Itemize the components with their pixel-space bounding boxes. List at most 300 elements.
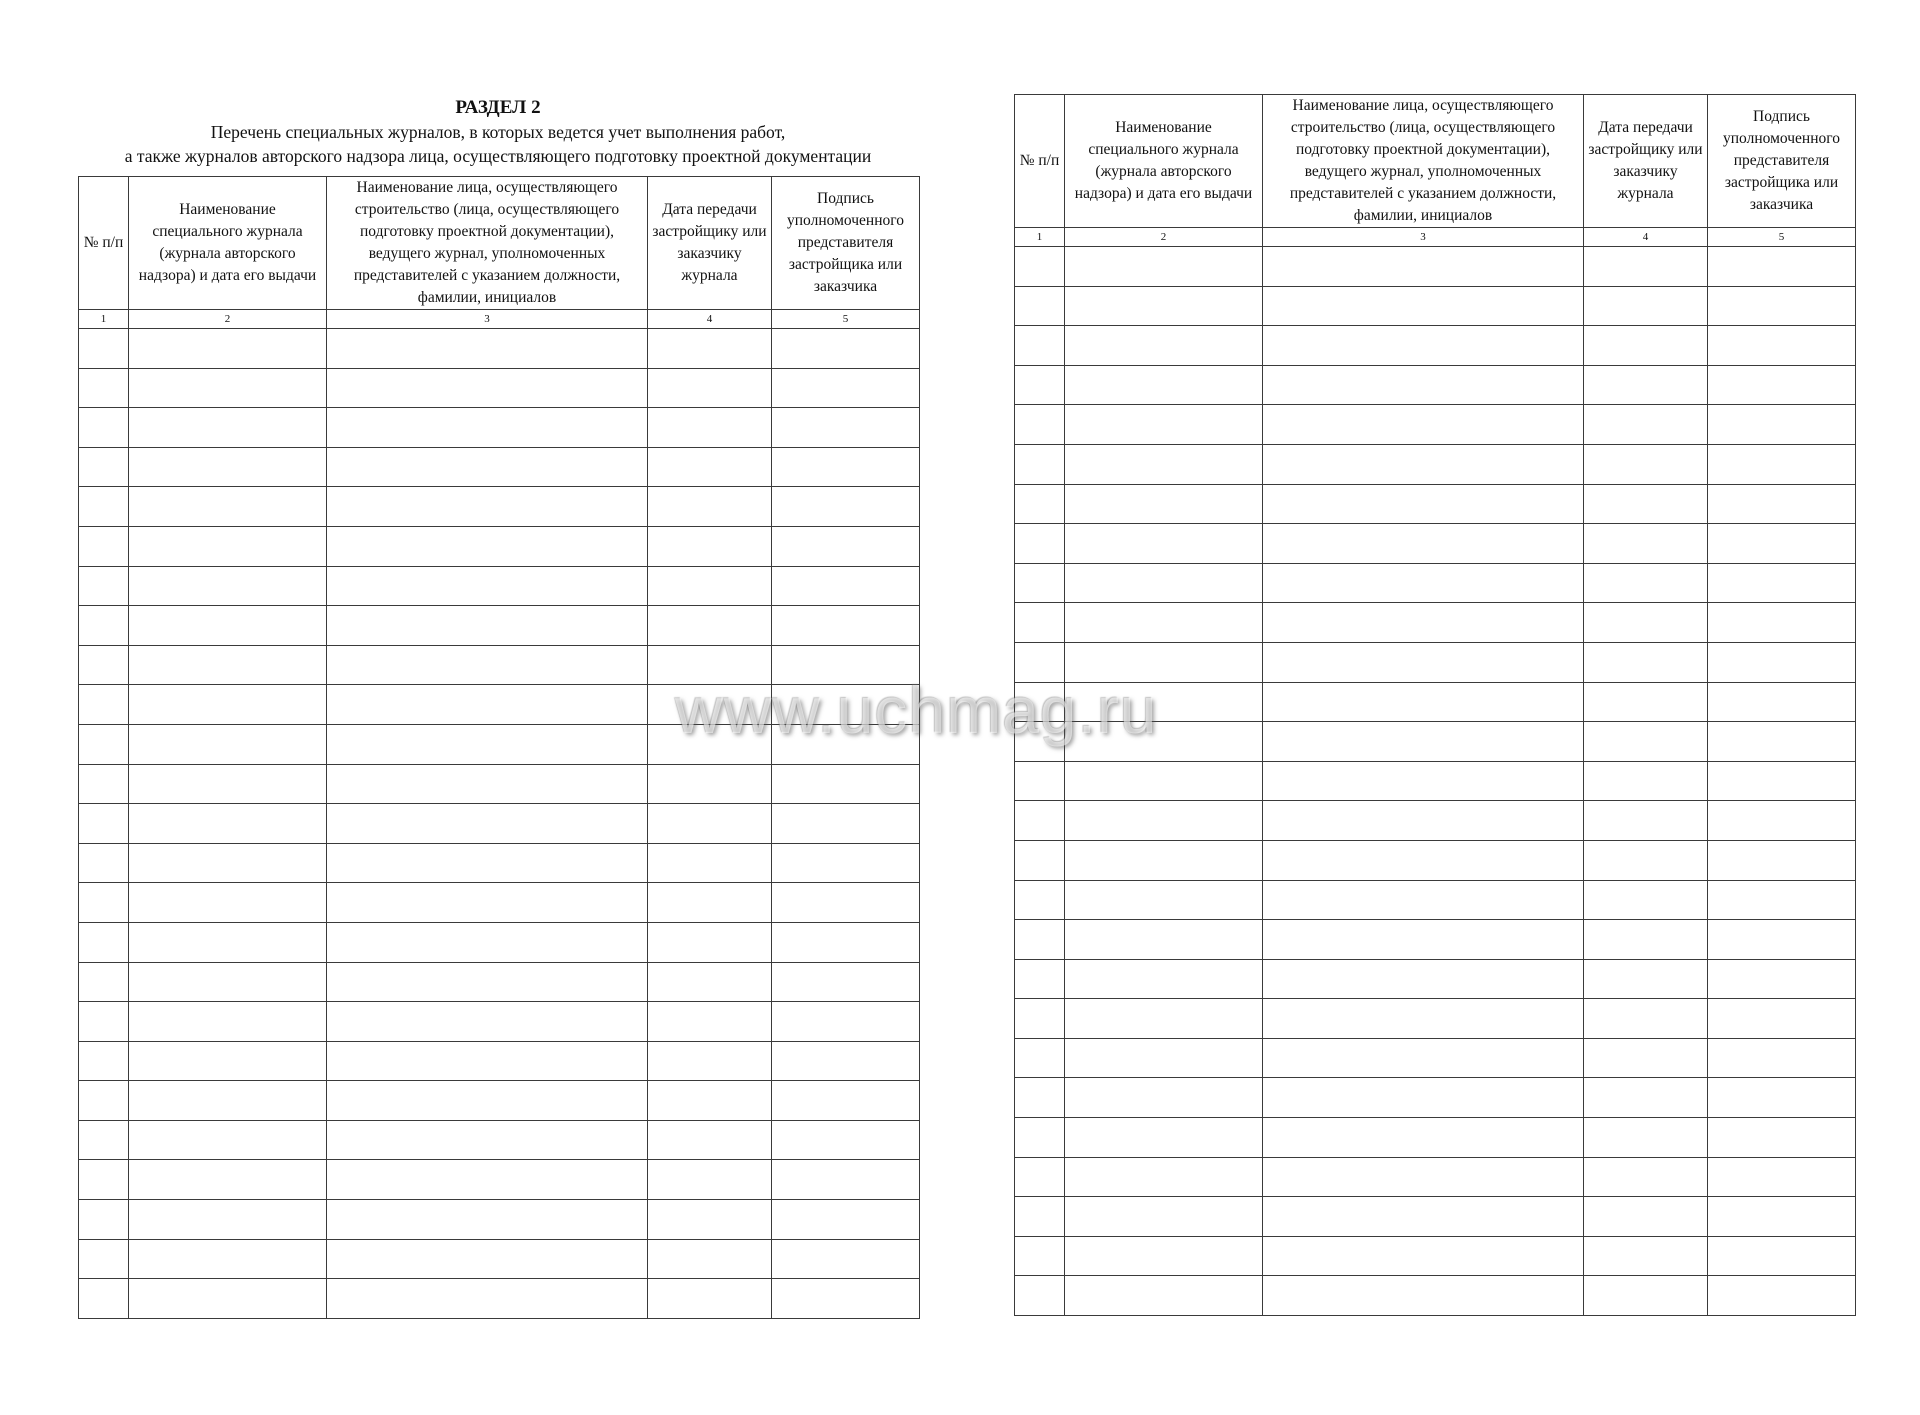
table-cell[interactable] (129, 922, 327, 962)
table-cell[interactable] (1584, 1276, 1708, 1316)
table-cell[interactable] (1708, 247, 1856, 287)
table-cell[interactable] (129, 764, 327, 804)
table-cell[interactable] (327, 368, 648, 408)
table-cell[interactable] (1708, 1078, 1856, 1118)
table-cell[interactable] (79, 1041, 129, 1081)
table-row (79, 883, 920, 923)
table-cell[interactable] (1015, 365, 1065, 405)
table-cell[interactable] (129, 408, 327, 448)
table-cell[interactable] (1584, 999, 1708, 1039)
table-cell[interactable] (79, 1002, 129, 1042)
table-cell[interactable] (79, 408, 129, 448)
table-cell[interactable] (79, 1120, 129, 1160)
table-row (79, 408, 920, 448)
table-cell[interactable] (772, 606, 920, 646)
table-cell[interactable] (1263, 563, 1584, 603)
table-row (1015, 801, 1856, 841)
table-cell[interactable] (129, 1120, 327, 1160)
table-cell[interactable] (1263, 326, 1584, 366)
table-cell[interactable] (1263, 840, 1584, 880)
table-cell[interactable] (1584, 286, 1708, 326)
table-cell[interactable] (1584, 326, 1708, 366)
table-row (79, 447, 920, 487)
table-row (1015, 1236, 1856, 1276)
table-cell[interactable] (79, 685, 129, 725)
table-cell[interactable] (772, 1120, 920, 1160)
table-cell[interactable] (1015, 1157, 1065, 1197)
table-cell[interactable] (327, 606, 648, 646)
table-cell[interactable] (772, 1002, 920, 1042)
table-cell[interactable] (648, 962, 772, 1002)
table-cell[interactable] (1263, 1276, 1584, 1316)
table-cell[interactable] (79, 606, 129, 646)
table-cell[interactable] (79, 962, 129, 1002)
table-cell[interactable] (79, 1200, 129, 1240)
table-cell[interactable] (129, 1081, 327, 1121)
table-cell[interactable] (327, 1200, 648, 1240)
table-cell[interactable] (1065, 524, 1263, 564)
table-cell[interactable] (772, 962, 920, 1002)
table-cell[interactable] (327, 1239, 648, 1279)
column-number-row (79, 310, 920, 329)
table-cell[interactable] (1263, 959, 1584, 999)
header-number: № п/п (79, 177, 129, 310)
table-cell[interactable] (1263, 1157, 1584, 1197)
table-cell[interactable] (129, 487, 327, 527)
table-row (79, 1200, 920, 1240)
table-cell[interactable] (772, 922, 920, 962)
table-cell[interactable] (1065, 840, 1263, 880)
table-cell[interactable] (1584, 682, 1708, 722)
table-cell[interactable] (79, 1160, 129, 1200)
table-row (79, 1120, 920, 1160)
table-cell[interactable] (1065, 959, 1263, 999)
table-cell[interactable] (772, 843, 920, 883)
table-cell[interactable] (129, 1200, 327, 1240)
table-cell[interactable] (1584, 405, 1708, 445)
table-cell[interactable] (648, 1120, 772, 1160)
table-cell[interactable] (1065, 1118, 1263, 1158)
header-transfer-date: Дата передачи застройщику или заказчику журнала (648, 177, 772, 310)
table-cell[interactable] (1015, 761, 1065, 801)
table-cell[interactable] (648, 1041, 772, 1081)
table-row (79, 922, 920, 962)
table-cell[interactable] (648, 1239, 772, 1279)
table-cell[interactable] (648, 922, 772, 962)
table-cell[interactable] (1708, 524, 1856, 564)
table-cell[interactable] (79, 526, 129, 566)
table-cell[interactable] (772, 1160, 920, 1200)
table-cell[interactable] (327, 447, 648, 487)
table-cell[interactable] (1584, 840, 1708, 880)
table-cell[interactable] (1065, 1197, 1263, 1237)
table-cell[interactable] (1584, 444, 1708, 484)
table-cell[interactable] (1263, 603, 1584, 643)
table-cell[interactable] (648, 1200, 772, 1240)
table-cell[interactable] (129, 804, 327, 844)
table-cell[interactable] (327, 1120, 648, 1160)
table-cell[interactable] (1584, 1118, 1708, 1158)
table-cell[interactable] (648, 329, 772, 369)
table-row (1015, 444, 1856, 484)
table-cell[interactable] (1584, 1078, 1708, 1118)
table-row (1015, 563, 1856, 603)
table-cell[interactable] (1263, 1197, 1584, 1237)
table-cell[interactable] (1263, 801, 1584, 841)
header-signature: Подпись уполномоченного представителя застройщика или заказчика (1708, 95, 1856, 228)
table-cell[interactable] (1015, 840, 1065, 880)
table-header-row (1015, 95, 1856, 228)
table-cell[interactable] (129, 1002, 327, 1042)
table-cell[interactable] (79, 368, 129, 408)
table-row (1015, 1157, 1856, 1197)
table-cell[interactable] (129, 1239, 327, 1279)
section-title: РАЗДЕЛ 2 (455, 97, 541, 118)
table-cell[interactable] (1708, 1157, 1856, 1197)
table-cell[interactable] (648, 804, 772, 844)
table-cell[interactable] (1263, 722, 1584, 762)
column-number: 1 (79, 310, 129, 329)
table-cell[interactable] (1065, 920, 1263, 960)
table-cell[interactable] (1584, 801, 1708, 841)
table-cell[interactable] (772, 1081, 920, 1121)
table-cell[interactable] (648, 1160, 772, 1200)
table-cell[interactable] (648, 408, 772, 448)
table-cell[interactable] (1584, 484, 1708, 524)
table-cell[interactable] (327, 685, 648, 725)
table-row (1015, 326, 1856, 366)
table-cell[interactable] (1263, 1118, 1584, 1158)
table-cell[interactable] (1708, 1236, 1856, 1276)
table-row (1015, 405, 1856, 445)
table-cell[interactable] (129, 843, 327, 883)
table-cell[interactable] (1065, 761, 1263, 801)
table-cell[interactable] (1065, 1078, 1263, 1118)
table-cell[interactable] (1584, 722, 1708, 762)
table-cell[interactable] (1708, 722, 1856, 762)
table-cell[interactable] (1015, 1118, 1065, 1158)
table-cell[interactable] (129, 883, 327, 923)
table-cell[interactable] (1584, 563, 1708, 603)
table-cell[interactable] (327, 329, 648, 369)
table-body (79, 329, 920, 1319)
table-cell[interactable] (772, 447, 920, 487)
table-cell[interactable] (1015, 326, 1065, 366)
table-cell[interactable] (327, 1041, 648, 1081)
table-cell[interactable] (1263, 761, 1584, 801)
table-cell[interactable] (327, 566, 648, 606)
table-cell[interactable] (1584, 761, 1708, 801)
table-cell[interactable] (79, 487, 129, 527)
table-cell[interactable] (1708, 484, 1856, 524)
table-row (1015, 524, 1856, 564)
table-cell[interactable] (1015, 524, 1065, 564)
table-cell[interactable] (1015, 484, 1065, 524)
table-cell[interactable] (129, 606, 327, 646)
table-cell[interactable] (79, 1081, 129, 1121)
table-cell[interactable] (327, 764, 648, 804)
table-cell[interactable] (327, 1002, 648, 1042)
table-cell[interactable] (327, 922, 648, 962)
table-cell[interactable] (1015, 1038, 1065, 1078)
table-cell[interactable] (1584, 1236, 1708, 1276)
table-row (1015, 286, 1856, 326)
table-cell[interactable] (79, 566, 129, 606)
table-cell[interactable] (772, 329, 920, 369)
table-cell[interactable] (129, 962, 327, 1002)
table-cell[interactable] (79, 922, 129, 962)
table-cell[interactable] (1708, 682, 1856, 722)
table-cell[interactable] (1065, 247, 1263, 287)
table-cell[interactable] (1263, 444, 1584, 484)
table-cell[interactable] (648, 1002, 772, 1042)
header-responsible-person: Наименование лица, осуществляющего строительство (лица, осуществляющего подготовку проектной документации), ведущего журнал, уполномоченных представителей с указанием должности, фамилии, инициалов (1263, 95, 1584, 228)
table-cell[interactable] (1263, 920, 1584, 960)
table-cell[interactable] (79, 645, 129, 685)
table-row (79, 764, 920, 804)
table-cell[interactable] (1015, 801, 1065, 841)
column-number: 5 (1708, 228, 1856, 247)
table-cell[interactable] (1015, 405, 1065, 445)
table-cell[interactable] (1065, 1236, 1263, 1276)
table-cell[interactable] (648, 606, 772, 646)
table-cell[interactable] (327, 1160, 648, 1200)
table-cell[interactable] (1065, 999, 1263, 1039)
table-cell[interactable] (1015, 920, 1065, 960)
table-cell[interactable] (1263, 1078, 1584, 1118)
table-cell[interactable] (1015, 959, 1065, 999)
table-cell[interactable] (1263, 642, 1584, 682)
table-cell[interactable] (1065, 365, 1263, 405)
column-number: 4 (648, 310, 772, 329)
header-signature: Подпись уполномоченного представителя застройщика или заказчика (772, 177, 920, 310)
table-cell[interactable] (1708, 801, 1856, 841)
table-cell[interactable] (648, 487, 772, 527)
table-cell[interactable] (129, 645, 327, 685)
table-cell[interactable] (648, 1081, 772, 1121)
table-cell[interactable] (772, 408, 920, 448)
table-cell[interactable] (1584, 1157, 1708, 1197)
table-cell[interactable] (772, 804, 920, 844)
table-cell[interactable] (772, 526, 920, 566)
table-cell[interactable] (648, 368, 772, 408)
table-cell[interactable] (1065, 326, 1263, 366)
table-cell[interactable] (1584, 1197, 1708, 1237)
table-cell[interactable] (1065, 603, 1263, 643)
table-cell[interactable] (1065, 801, 1263, 841)
table-cell[interactable] (1065, 1038, 1263, 1078)
table-cell[interactable] (1065, 1276, 1263, 1316)
table-cell[interactable] (1708, 840, 1856, 880)
header-journal-name: Наименование специального журнала (журнала авторского надзора) и дата его выдачи (1065, 95, 1263, 228)
table-row (1015, 1038, 1856, 1078)
table-row (79, 843, 920, 883)
table-cell[interactable] (772, 368, 920, 408)
table-cell[interactable] (1065, 444, 1263, 484)
table-cell[interactable] (1584, 524, 1708, 564)
table-cell[interactable] (1708, 1118, 1856, 1158)
table-cell[interactable] (772, 1200, 920, 1240)
table-cell[interactable] (1263, 524, 1584, 564)
table-cell[interactable] (1065, 405, 1263, 445)
table-cell[interactable] (648, 566, 772, 606)
table-cell[interactable] (1708, 326, 1856, 366)
column-number: 2 (1065, 228, 1263, 247)
table-cell[interactable] (1015, 1276, 1065, 1316)
table-row (1015, 1118, 1856, 1158)
table-cell[interactable] (1015, 286, 1065, 326)
table-cell[interactable] (1263, 682, 1584, 722)
table-cell[interactable] (1015, 603, 1065, 643)
table-cell[interactable] (79, 724, 129, 764)
table-cell[interactable] (79, 329, 129, 369)
table-cell[interactable] (1584, 1038, 1708, 1078)
column-number: 3 (1263, 228, 1584, 247)
table-row (1015, 880, 1856, 920)
table-cell[interactable] (129, 1279, 327, 1319)
table-row (1015, 1276, 1856, 1316)
table-cell[interactable] (1708, 286, 1856, 326)
table-cell[interactable] (1584, 920, 1708, 960)
table-cell[interactable] (648, 526, 772, 566)
table-cell[interactable] (129, 526, 327, 566)
table-cell[interactable] (129, 329, 327, 369)
table-cell[interactable] (1708, 880, 1856, 920)
table-cell[interactable] (1015, 444, 1065, 484)
table-cell[interactable] (1065, 880, 1263, 920)
table-cell[interactable] (1584, 880, 1708, 920)
table-row (79, 1239, 920, 1279)
table-cell[interactable] (1263, 286, 1584, 326)
table-cell[interactable] (327, 645, 648, 685)
table-cell[interactable] (1708, 603, 1856, 643)
table-cell[interactable] (129, 566, 327, 606)
table-cell[interactable] (1065, 563, 1263, 603)
table-cell[interactable] (327, 883, 648, 923)
table-cell[interactable] (648, 1279, 772, 1319)
table-row (1015, 484, 1856, 524)
table-cell[interactable] (1015, 999, 1065, 1039)
table-cell[interactable] (1708, 642, 1856, 682)
column-number: 5 (772, 310, 920, 329)
table-row (1015, 1197, 1856, 1237)
table-cell[interactable] (772, 487, 920, 527)
table-cell[interactable] (79, 764, 129, 804)
table-cell[interactable] (129, 724, 327, 764)
table-cell[interactable] (1584, 365, 1708, 405)
table-cell[interactable] (1015, 247, 1065, 287)
table-cell[interactable] (327, 408, 648, 448)
table-cell[interactable] (772, 764, 920, 804)
table-cell[interactable] (1263, 484, 1584, 524)
table-cell[interactable] (1263, 1236, 1584, 1276)
table-cell[interactable] (327, 843, 648, 883)
header-responsible-person: Наименование лица, осуществляющего строительство (лица, осуществляющего подготовку проектной документации), ведущего журнал, уполномоченных представителей с указанием должности, фамилии, инициалов (327, 177, 648, 310)
table-row (79, 962, 920, 1002)
table-cell[interactable] (1708, 999, 1856, 1039)
table-cell[interactable] (1584, 642, 1708, 682)
table-row (79, 606, 920, 646)
table-cell[interactable] (1015, 1197, 1065, 1237)
table-row (1015, 959, 1856, 999)
table-cell[interactable] (79, 883, 129, 923)
table-cell[interactable] (1708, 444, 1856, 484)
table-cell[interactable] (129, 1041, 327, 1081)
table-cell[interactable] (327, 1279, 648, 1319)
table-cell[interactable] (327, 804, 648, 844)
table-cell[interactable] (1708, 405, 1856, 445)
table-cell[interactable] (1584, 247, 1708, 287)
table-cell[interactable] (79, 843, 129, 883)
table-cell[interactable] (648, 447, 772, 487)
table-cell[interactable] (1263, 247, 1584, 287)
table-cell[interactable] (1708, 1197, 1856, 1237)
header-journal-name: Наименование специального журнала (журнала авторского надзора) и дата его выдачи (129, 177, 327, 310)
table-cell[interactable] (1015, 563, 1065, 603)
table-cell[interactable] (327, 962, 648, 1002)
table-cell[interactable] (79, 1239, 129, 1279)
table-body (1015, 247, 1856, 1316)
table-cell[interactable] (79, 804, 129, 844)
table-cell[interactable] (327, 526, 648, 566)
table-cell[interactable] (1708, 1276, 1856, 1316)
table-cell[interactable] (1263, 1038, 1584, 1078)
table-cell[interactable] (1015, 880, 1065, 920)
table-cell[interactable] (129, 685, 327, 725)
table-cell[interactable] (1584, 603, 1708, 643)
table-row (79, 804, 920, 844)
table-cell[interactable] (1065, 286, 1263, 326)
table-cell[interactable] (1065, 1157, 1263, 1197)
table-cell[interactable] (1708, 1038, 1856, 1078)
table-cell[interactable] (327, 724, 648, 764)
table-cell[interactable] (1584, 959, 1708, 999)
table-cell[interactable] (129, 1160, 327, 1200)
table-cell[interactable] (327, 487, 648, 527)
table-cell[interactable] (1263, 999, 1584, 1039)
table-cell[interactable] (1708, 761, 1856, 801)
table-cell[interactable] (1263, 405, 1584, 445)
table-cell[interactable] (648, 883, 772, 923)
table-cell[interactable] (327, 1081, 648, 1121)
table-cell[interactable] (1708, 365, 1856, 405)
table-row (1015, 603, 1856, 643)
table-cell[interactable] (79, 447, 129, 487)
table-cell[interactable] (1263, 365, 1584, 405)
table-cell[interactable] (1015, 1078, 1065, 1118)
table-cell[interactable] (772, 1239, 920, 1279)
table-cell[interactable] (772, 1279, 920, 1319)
table-cell[interactable] (772, 883, 920, 923)
table-cell[interactable] (648, 764, 772, 804)
table-cell[interactable] (1708, 959, 1856, 999)
table-cell[interactable] (79, 1279, 129, 1319)
table-cell[interactable] (1263, 880, 1584, 920)
table-cell[interactable] (1015, 1236, 1065, 1276)
table-cell[interactable] (1065, 484, 1263, 524)
table-cell[interactable] (648, 843, 772, 883)
table-cell[interactable] (1708, 563, 1856, 603)
table-cell[interactable] (129, 368, 327, 408)
table-header-row (79, 177, 920, 310)
table-row (1015, 365, 1856, 405)
section-description-line-2: а также журналов авторского надзора лица, осуществляющего подготовку проектной документации (124, 146, 872, 166)
table-cell[interactable] (772, 1041, 920, 1081)
table-cell[interactable] (772, 566, 920, 606)
table-row (79, 1160, 920, 1200)
table-cell[interactable] (129, 447, 327, 487)
table-cell[interactable] (1708, 920, 1856, 960)
